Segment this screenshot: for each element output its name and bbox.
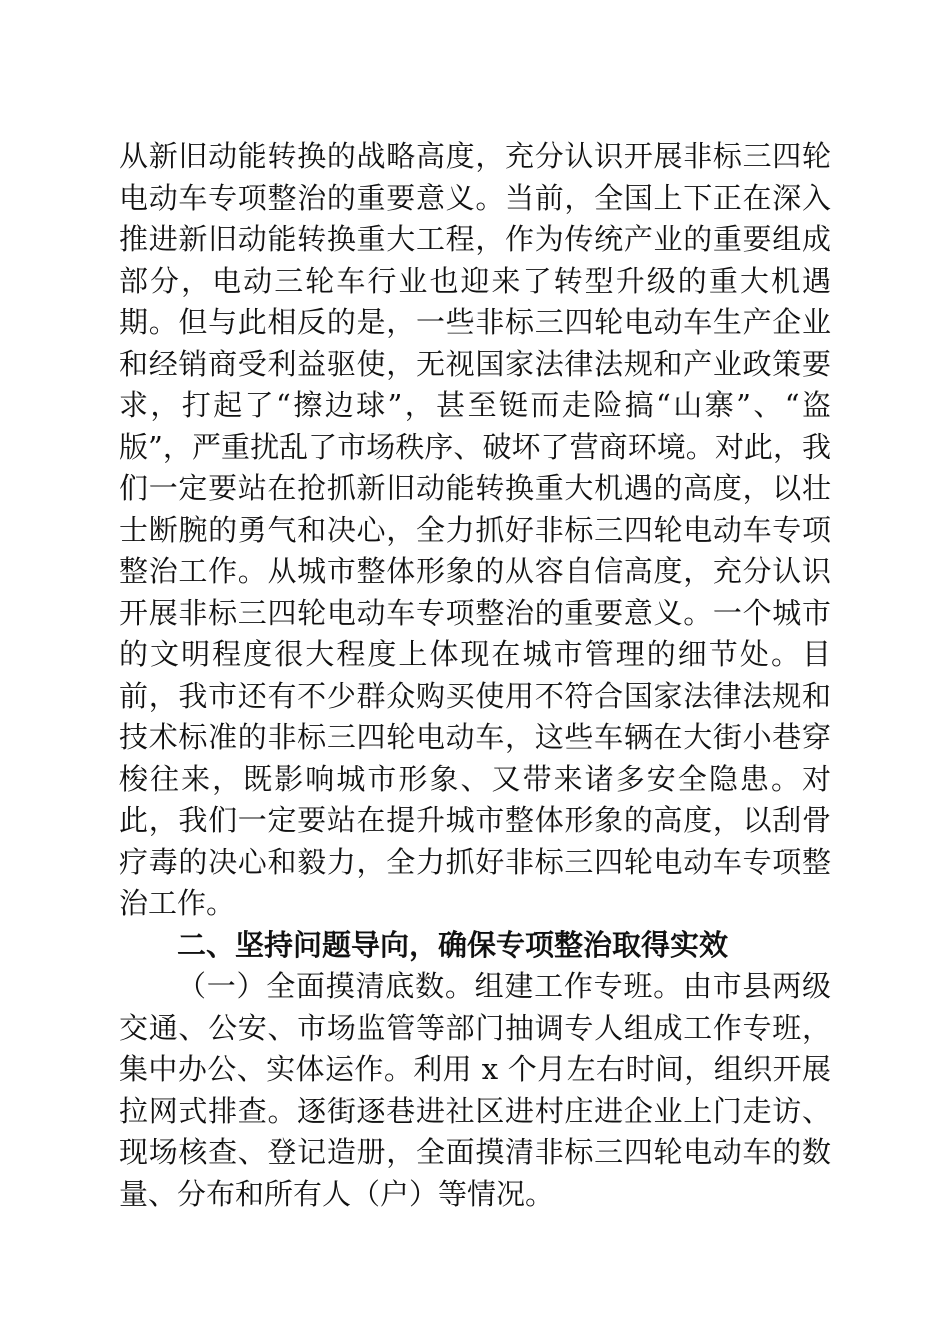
body-paragraph-subsection: （一）全面摸清底数。组建工作专班。由市县两级交通、公安、市场监管等部门抽调专人组成工作专班，集中办公、实体运作。利用 x 个月左右时间，组织开展拉网式排查。逐街逐巷进社区进村庄进企业上门走访、现场核查、登记造册，全面摸清非标三四轮电动车的数量、分布和所有人（户）等情况。: [119, 969, 831, 1211]
body-paragraph: 从新旧动能转换的战略高度，充分认识开展非标三四轮电动车专项整治的重要意义。当前，全国上下正在深入推进新旧动能转换重大工程，作为传统产业的重要组成部分，电动三轮车行业也迎来了转型升级的重大机遇期。但与此相反的是，一些非标三四轮电动车生产企业和经销商受利益驱使，无视国家法律法规和产业政策要求，打起了“擦边球”，甚至铤而走险搞“山寨”、“盗版”，严重扰乱了市场秩序、破坏了营商环境。对此，我们一定要站在抢抓新旧动能转换重大机遇的高度，以壮士断腕的勇气和决心，全力抓好非标三四轮电动车专项整治工作。从城市整体形象的从容自信高度，充分认识开展非标三四轮电动车专项整治的重要意义。一个城市的文明程度很大程度上体现在城市管理的细节处。目前，我市还有不少群众购买使用不符合国家法律法规和技术标准的非标三四轮电动车，这些车辆在大街小巷穿梭往来，既影响城市形象、又带来诸多安全隐患。对此，我们一定要站在提升城市整体形象的高度，以刮骨疗毒的决心和毅力，全力抓好非标三四轮电动车专项整治工作。: [119, 139, 831, 920]
document-page: [119, 136, 831, 1215]
section-heading: 二、坚持问题导向，确保专项整治取得实效: [177, 927, 729, 962]
